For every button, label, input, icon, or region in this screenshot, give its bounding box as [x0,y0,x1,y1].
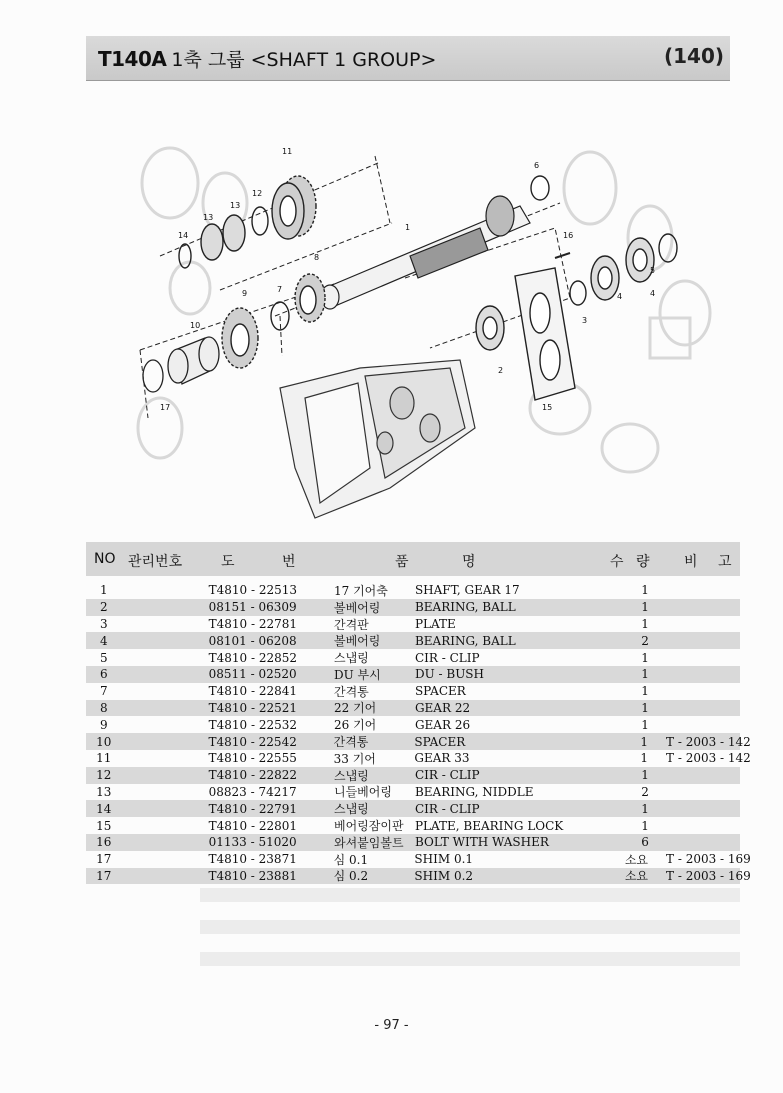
header-drawing-1: 도 [221,554,235,570]
table-row [86,868,751,885]
spacer-and-shim [143,337,219,392]
cell-korean-name: 와셔붙임볼트 [334,835,404,850]
callout-17: 17 [160,403,171,412]
table-row [86,834,740,851]
cell-no: 6 [99,667,108,682]
table-row [86,767,740,784]
cell-drawing-no: 01133 - 51020 [208,835,297,850]
cell-english-name: PLATE [414,616,456,631]
header-qty-2: 량 [636,554,650,570]
cell-drawing-no: T4810 - 22513 [208,583,298,598]
cell-no: 13 [96,784,112,799]
cell-quantity: 2 [641,784,649,799]
callout-7: 7 [277,285,283,294]
header-remark-2: 고 [718,554,732,570]
cell-english-name: PLATE, BEARING LOCK [414,818,564,833]
callout-13b: 13 [203,213,214,222]
cell-korean-name: 33 기어 [333,751,376,766]
table-row [86,851,751,868]
cell-korean-name: 볼베어링 [334,600,381,615]
cell-no: 12 [96,768,112,783]
table-header [86,542,740,576]
cell-english-name: BOLT WITH WASHER [414,835,549,850]
cell-korean-name: DU 부시 [334,667,381,682]
callout-3: 3 [582,316,588,325]
cell-quantity: 1 [641,818,649,833]
header-remark-1: 비 [684,554,698,570]
callout-15: 15 [542,403,553,412]
cell-no: 7 [99,684,108,699]
cell-english-name: GEAR 26 [414,717,471,732]
gears-8-9 [222,274,325,368]
cell-no: 17 [96,868,112,883]
cell-quantity: 1 [641,583,649,598]
callout-12: 12 [252,189,263,198]
cell-no: 17 [96,852,112,867]
table-row [86,666,740,683]
cell-english-name: CIR - CLIP [414,650,480,665]
cell-no: 1 [99,583,108,598]
parts-table [86,542,751,884]
cell-quantity: 2 [641,633,649,648]
cell-drawing-no: T4810 - 22521 [208,700,298,715]
cell-quantity: 1 [641,616,649,631]
cell-quantity: 1 [641,684,649,699]
cell-korean-name: 22 기어 [334,701,377,716]
gear-11 [272,176,316,239]
callout-4a: 4 [617,292,623,301]
cell-english-name: SPACER [414,684,466,699]
small-rings [179,207,268,268]
cell-remark: T - 2003 - 169 [666,868,751,883]
cell-english-name: SHIM 0.1 [414,852,474,867]
cell-drawing-no: T4810 - 22532 [208,717,298,732]
group-title: 1축 그룹 <SHAFT 1 GROUP> [171,49,437,71]
table-row [86,733,751,750]
cell-english-name: BEARING, BALL [414,600,516,615]
table-row [86,700,740,717]
cell-no: 15 [96,818,112,833]
cell-korean-name: 26 기어 [334,718,377,733]
callout-2: 2 [498,366,504,375]
table-row [86,817,740,834]
header-qty-1: 수 [610,554,624,570]
table-row [86,800,740,817]
cell-drawing-no: T4810 - 22542 [208,734,297,749]
cell-english-name: CIR - CLIP [414,768,480,783]
cell-korean-name: 간격통 [333,735,369,750]
cell-drawing-no: T4810 - 22841 [208,684,298,699]
cell-korean-name: 심 0.2 [333,869,369,884]
cell-english-name: BEARING, BALL [414,633,516,648]
callout-13a: 13 [230,201,241,210]
table-row [86,616,740,633]
callout-4b: 4 [650,289,656,298]
callout-16: 16 [563,231,574,240]
header-name-2: 명 [462,554,476,570]
cell-drawing-no: T4810 - 22801 [208,818,298,833]
cell-no: 2 [99,600,108,615]
cell-no: 10 [96,734,112,749]
group-code: T140A [98,47,167,71]
cell-drawing-no: 08823 - 74217 [208,784,297,799]
cell-english-name: CIR - CLIP [414,801,480,816]
cell-quantity: 1 [641,700,649,715]
cell-no: 3 [99,616,108,631]
cell-remark: T - 2003 - 169 [666,852,751,867]
table-row [86,750,751,767]
cell-quantity: 1 [641,717,649,732]
show-through-background [200,880,740,990]
cell-english-name: DU - BUSH [414,667,484,682]
callout-1: 1 [405,223,411,232]
header-mgmt-no: 관리번호 [128,554,183,570]
table-row [86,784,740,801]
table-row [86,582,740,599]
cell-quantity: 1 [641,650,649,665]
cell-quantity: 1 [641,768,649,783]
callout-8: 8 [314,253,320,262]
cell-quantity: 6 [641,835,649,850]
cell-quantity: 1 [640,734,648,749]
cell-quantity: 1 [641,801,649,816]
cell-drawing-no: 08151 - 06309 [208,600,297,615]
callout-5: 5 [650,266,656,275]
cell-english-name: BEARING, NIDDLE [414,784,534,799]
cell-korean-name: 스냅링 [334,651,369,666]
cell-quantity: 소요 [624,852,648,867]
cell-remark: T - 2003 - 142 [666,751,751,766]
callout-9: 9 [242,289,248,298]
cell-quantity: 소요 [624,869,648,884]
table-row [86,599,740,616]
cell-korean-name: 스냅링 [334,802,369,817]
cell-english-name: GEAR 33 [414,751,470,766]
bearing-lock-plate-15 [515,268,575,400]
table-row [86,649,740,666]
cell-korean-name: 17 기어축 [334,583,388,598]
table-body [86,582,751,884]
cell-no: 4 [99,633,108,648]
cell-drawing-no: T4810 - 22822 [208,768,298,783]
transmission-housing [280,360,475,518]
callout-14: 14 [178,231,189,240]
cell-drawing-no: T4810 - 22555 [208,751,297,766]
cell-korean-name: 니들베어링 [334,785,392,800]
cell-drawing-no: T4810 - 22852 [208,650,298,665]
cell-drawing-no: 08101 - 06208 [208,633,297,648]
header-no: NO [94,551,116,567]
cell-korean-name: 볼베어링 [334,634,381,649]
cell-korean-name: 스냅링 [334,768,369,783]
cell-quantity: 1 [641,667,649,682]
cell-drawing-no: T4810 - 23881 [208,868,297,883]
cell-no: 8 [99,700,108,715]
cell-quantity: 1 [641,600,649,615]
cell-korean-name: 간격판 [334,617,369,632]
callout-6: 6 [534,161,540,170]
section-page-label: (140) [663,44,724,68]
page-title [98,45,436,72]
table-row [86,716,740,733]
callout-10: 10 [190,321,201,330]
header-drawing-2: 번 [282,554,296,570]
cell-drawing-no: T4810 - 22781 [208,616,298,631]
cell-no: 5 [99,650,108,665]
cell-no: 11 [96,751,112,766]
cell-drawing-no: T4810 - 22791 [208,801,298,816]
table-row [86,683,740,700]
header-name-1: 품 [395,554,409,570]
cell-korean-name: 심 0.1 [333,852,369,867]
cell-english-name: SHAFT, GEAR 17 [414,583,520,598]
page-number: - 97 - [374,1018,409,1033]
cell-korean-name: 간격통 [334,684,369,699]
cell-english-name: SPACER [414,734,466,749]
cell-english-name: GEAR 22 [414,700,471,715]
callout-11: 11 [282,147,293,156]
cell-english-name: SHIM 0.2 [414,868,474,883]
cell-drawing-no: 08511 - 02520 [208,667,297,682]
exploded-parts-diagram [130,128,720,528]
cell-quantity: 1 [640,751,648,766]
cell-no: 16 [96,835,112,850]
title-bar [86,36,730,81]
cell-no: 9 [99,717,108,732]
shaft-1 [321,196,530,309]
cell-no: 14 [96,801,112,816]
cell-remark: T - 2003 - 142 [666,734,751,749]
cell-drawing-no: T4810 - 23871 [208,852,297,867]
cell-korean-name: 베어링잠이판 [334,819,404,834]
table-row [86,632,740,649]
